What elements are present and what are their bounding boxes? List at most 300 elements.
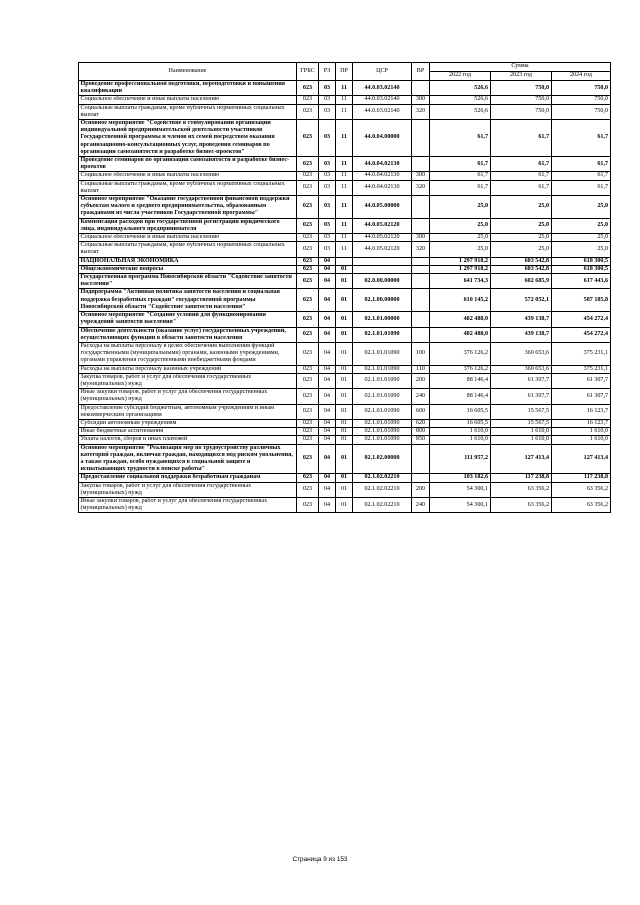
row-pr: 01	[336, 365, 353, 373]
row-vr: 320	[412, 104, 430, 119]
table-row	[79, 404, 611, 419]
row-sum-2023: 750,0	[491, 104, 552, 119]
row-rz: 04	[319, 274, 336, 289]
row-csr: 02.1.01.01090	[353, 404, 412, 419]
row-sum-2022: 61,7	[430, 120, 491, 157]
row-csr: 02.1.01.00000	[353, 312, 412, 327]
row-vr: 200	[412, 482, 430, 497]
row-sum-2023: 439 138,7	[491, 327, 552, 342]
row-grbs: 023	[297, 365, 319, 373]
row-csr: 44.0.05.02120	[353, 242, 412, 257]
row-vr	[412, 444, 430, 474]
row-grbs: 023	[297, 157, 319, 172]
row-sum-2023: 63 356,2	[491, 497, 552, 512]
row-sum-2023: 1 610,0	[491, 428, 552, 436]
row-sum-2023: 572 052,1	[491, 289, 552, 312]
row-sum-2022: 1 297 918,2	[430, 257, 491, 265]
table-row	[79, 96, 611, 104]
row-csr: 02.1.02.02210	[353, 482, 412, 497]
table-row	[79, 172, 611, 180]
table-row	[79, 373, 611, 388]
row-rz: 04	[319, 342, 336, 365]
row-rz: 03	[319, 96, 336, 104]
row-csr: 02.1.01.01090	[353, 436, 412, 444]
row-pr: 01	[336, 482, 353, 497]
row-pr: 01	[336, 274, 353, 289]
table-row	[79, 218, 611, 233]
row-sum-2022: 61,7	[430, 180, 491, 195]
row-sum-2024: 61 307,7	[552, 373, 611, 388]
row-rz: 04	[319, 428, 336, 436]
row-csr: 02.1.01.01090	[353, 419, 412, 427]
table-row	[79, 312, 611, 327]
row-sum-2024: 61,7	[552, 180, 611, 195]
row-sum-2022: 61,7	[430, 172, 491, 180]
row-sum-2024: 750,0	[552, 96, 611, 104]
row-csr: 02.1.01.01090	[353, 428, 412, 436]
row-pr: 01	[336, 474, 353, 482]
row-grbs: 023	[297, 257, 319, 265]
row-csr: 02.0.00.00000	[353, 274, 412, 289]
row-rz: 04	[319, 327, 336, 342]
row-name: Иные закупки товаров, работ и услуг для обеспечения государственных (муниципальных) нужд	[79, 389, 297, 404]
row-grbs: 023	[297, 104, 319, 119]
row-sum-2024: 617 443,6	[552, 274, 611, 289]
row-name: Иные бюджетные ассигнования	[79, 428, 297, 436]
row-grbs: 023	[297, 274, 319, 289]
row-sum-2022: 88 146,4	[430, 373, 491, 388]
row-grbs: 023	[297, 242, 319, 257]
table-row	[79, 234, 611, 242]
row-name: Проведение семинаров по организации самозанятости и разработке бизнес-проектов	[79, 157, 297, 172]
row-name: Подпрограмма "Активная политика занятости населения и социальная поддержка безработных граждан" государственной программы Новосибирской области "Содействие занятости населения"	[79, 289, 297, 312]
row-sum-2022: 641 734,3	[430, 274, 491, 289]
budget-table-page	[78, 62, 610, 513]
row-name: Уплата налогов, сборов и иных платежей	[79, 436, 297, 444]
row-csr	[353, 257, 412, 265]
table-row	[79, 474, 611, 482]
row-sum-2024: 587 185,8	[552, 289, 611, 312]
row-name: Закупка товаров, работ и услуг для обеспечения государственных (муниципальных) нужд	[79, 373, 297, 388]
row-rz: 04	[319, 436, 336, 444]
row-sum-2022: 1 610,0	[430, 428, 491, 436]
row-vr	[412, 474, 430, 482]
row-sum-2023: 750,0	[491, 81, 552, 96]
row-sum-2023: 750,0	[491, 96, 552, 104]
row-rz: 03	[319, 196, 336, 219]
row-sum-2024: 16 123,7	[552, 419, 611, 427]
row-grbs: 023	[297, 436, 319, 444]
table-row	[79, 180, 611, 195]
row-sum-2022: 16 605,5	[430, 404, 491, 419]
row-sum-2024: 117 238,8	[552, 474, 611, 482]
row-name: Социальное обеспечение и иные выплаты населению	[79, 96, 297, 104]
row-pr: 01	[336, 428, 353, 436]
row-vr: 320	[412, 180, 430, 195]
row-pr: 01	[336, 312, 353, 327]
row-sum-2022: 1 610,0	[430, 436, 491, 444]
row-sum-2023: 25,0	[491, 242, 552, 257]
row-grbs: 023	[297, 234, 319, 242]
row-rz: 03	[319, 104, 336, 119]
row-sum-2022: 25,0	[430, 242, 491, 257]
row-rz: 03	[319, 81, 336, 96]
row-name: НАЦИОНАЛЬНАЯ ЭКОНОМИКА	[79, 257, 297, 265]
table-row	[79, 327, 611, 342]
row-vr: 300	[412, 234, 430, 242]
row-sum-2024: 1 610,0	[552, 428, 611, 436]
row-sum-2022: 482 488,0	[430, 327, 491, 342]
row-pr: 11	[336, 180, 353, 195]
row-grbs: 023	[297, 419, 319, 427]
row-sum-2024: 750,0	[552, 81, 611, 96]
row-vr: 300	[412, 172, 430, 180]
row-rz: 03	[319, 120, 336, 157]
row-rz: 04	[319, 404, 336, 419]
row-grbs: 023	[297, 81, 319, 96]
row-name: Закупка товаров, работ и услуг для обеспечения государственных (муниципальных) нужд	[79, 482, 297, 497]
row-rz: 03	[319, 172, 336, 180]
row-rz: 04	[319, 373, 336, 388]
table-row	[79, 342, 611, 365]
table-row	[79, 274, 611, 289]
row-csr: 02.1.02.02210	[353, 497, 412, 512]
row-vr: 110	[412, 365, 430, 373]
row-grbs: 023	[297, 96, 319, 104]
row-sum-2024: 127 413,4	[552, 444, 611, 474]
row-vr: 620	[412, 419, 430, 427]
row-name: Субсидии автономным учреждениям	[79, 419, 297, 427]
row-sum-2023: 117 238,8	[491, 474, 552, 482]
table-row	[79, 81, 611, 96]
row-grbs: 023	[297, 218, 319, 233]
row-grbs: 023	[297, 428, 319, 436]
row-csr	[353, 265, 412, 273]
row-sum-2022: 526,6	[430, 81, 491, 96]
row-sum-2023: 25,0	[491, 218, 552, 233]
row-pr: 11	[336, 234, 353, 242]
row-csr: 44.0.05.00000	[353, 196, 412, 219]
row-grbs: 023	[297, 474, 319, 482]
row-sum-2023: 1 610,0	[491, 436, 552, 444]
row-sum-2022: 25,0	[430, 234, 491, 242]
row-sum-2023: 61,7	[491, 120, 552, 157]
row-pr: 01	[336, 389, 353, 404]
row-pr: 01	[336, 265, 353, 273]
header-year-2023: 2023 год	[491, 72, 552, 81]
row-vr	[412, 157, 430, 172]
row-pr: 01	[336, 373, 353, 388]
row-vr: 850	[412, 436, 430, 444]
row-name: Компенсация расходов при государственной регистрации юридического лица, индивидуального предпринимателя	[79, 218, 297, 233]
row-pr: 01	[336, 444, 353, 474]
row-pr: 01	[336, 404, 353, 419]
row-sum-2024: 618 300,5	[552, 265, 611, 273]
row-name: Общеэкономические вопросы	[79, 265, 297, 273]
header-grbs: ГРБС	[297, 63, 319, 81]
row-name: Предоставление субсидий бюджетным, автономным учреждениям и иным некоммерческим организациям	[79, 404, 297, 419]
row-csr: 02.1.01.01090	[353, 373, 412, 388]
row-grbs: 023	[297, 180, 319, 195]
row-csr: 02.1.01.01090	[353, 365, 412, 373]
row-sum-2022: 103 182,6	[430, 474, 491, 482]
row-grbs: 023	[297, 389, 319, 404]
row-sum-2022: 54 300,1	[430, 482, 491, 497]
row-name: Социальные выплаты гражданам, кроме публичных нормативных социальных выплат	[79, 242, 297, 257]
row-csr: 44.0.05.02120	[353, 234, 412, 242]
row-vr	[412, 196, 430, 219]
table-row	[79, 419, 611, 427]
row-pr: 11	[336, 218, 353, 233]
row-rz: 04	[319, 289, 336, 312]
row-name: Предоставление социальной поддержки безработным гражданам	[79, 474, 297, 482]
row-pr: 01	[336, 327, 353, 342]
row-grbs: 023	[297, 289, 319, 312]
table-row	[79, 482, 611, 497]
row-rz: 03	[319, 242, 336, 257]
row-sum-2024: 25,0	[552, 196, 611, 219]
row-sum-2022: 61,7	[430, 157, 491, 172]
row-rz: 04	[319, 482, 336, 497]
table-row	[79, 265, 611, 273]
row-sum-2022: 526,6	[430, 104, 491, 119]
header-name: Наименование	[79, 63, 297, 81]
row-sum-2024: 25,0	[552, 242, 611, 257]
row-vr	[412, 120, 430, 157]
header-csr: ЦСР	[353, 63, 412, 81]
row-sum-2022: 16 605,5	[430, 419, 491, 427]
row-name: Государственная программа Новосибирской области "Содействие занятости населения"	[79, 274, 297, 289]
header-year-2022: 2022 год	[430, 72, 491, 81]
row-rz: 04	[319, 419, 336, 427]
row-pr: 11	[336, 104, 353, 119]
row-sum-2022: 54 300,1	[430, 497, 491, 512]
row-grbs: 023	[297, 120, 319, 157]
row-pr: 11	[336, 157, 353, 172]
row-vr	[412, 289, 430, 312]
row-sum-2023: 360 653,6	[491, 365, 552, 373]
row-name: Социальные выплаты гражданам, кроме публичных нормативных социальных выплат	[79, 180, 297, 195]
row-pr: 11	[336, 81, 353, 96]
row-sum-2024: 25,0	[552, 218, 611, 233]
row-sum-2022: 111 957,2	[430, 444, 491, 474]
row-name: Обеспечение деятельности (оказание услуг) государственных учреждений, осуществляющих функции в области занятости населения	[79, 327, 297, 342]
header-vr: ВР	[412, 63, 430, 81]
row-grbs: 023	[297, 444, 319, 474]
row-sum-2024: 375 231,1	[552, 342, 611, 365]
row-sum-2024: 25,0	[552, 234, 611, 242]
row-csr: 02.1.01.01090	[353, 327, 412, 342]
row-vr: 800	[412, 428, 430, 436]
row-name: Основное мероприятие "Содействие в стимулировании организации индивидуальной предпринимательской деятельности участников Государственной программы и членов их семей посредством оказания организационно-консультационных услуг, проведения семинаров по организации самозанятости и разработке бизнес-проектов"	[79, 120, 297, 157]
row-grbs: 023	[297, 172, 319, 180]
row-rz: 03	[319, 157, 336, 172]
row-name: Основное мероприятие "Создание условий для функционирования учреждений занятости населения"	[79, 312, 297, 327]
row-csr: 02.1.02.00000	[353, 444, 412, 474]
table-row	[79, 389, 611, 404]
row-grbs: 023	[297, 497, 319, 512]
row-sum-2024: 63 356,2	[552, 482, 611, 497]
budget-table	[78, 62, 611, 513]
row-sum-2023: 439 138,7	[491, 312, 552, 327]
row-vr	[412, 327, 430, 342]
row-sum-2024: 454 272,4	[552, 327, 611, 342]
row-vr	[412, 312, 430, 327]
row-sum-2022: 376 126,2	[430, 365, 491, 373]
row-vr	[412, 218, 430, 233]
row-rz: 04	[319, 257, 336, 265]
row-sum-2023: 360 653,6	[491, 342, 552, 365]
row-sum-2022: 25,0	[430, 218, 491, 233]
table-row	[79, 289, 611, 312]
row-sum-2023: 25,0	[491, 196, 552, 219]
row-grbs: 023	[297, 196, 319, 219]
table-row	[79, 104, 611, 119]
row-pr: 01	[336, 497, 353, 512]
row-sum-2022: 376 126,2	[430, 342, 491, 365]
row-csr: 44.0.04.00000	[353, 120, 412, 157]
row-sum-2023: 61 307,7	[491, 373, 552, 388]
row-sum-2022: 610 145,2	[430, 289, 491, 312]
row-csr: 02.1.01.01090	[353, 342, 412, 365]
row-sum-2024: 61,7	[552, 157, 611, 172]
row-pr	[336, 257, 353, 265]
row-csr: 02.1.00.00000	[353, 289, 412, 312]
row-grbs: 023	[297, 327, 319, 342]
row-sum-2023: 602 685,9	[491, 274, 552, 289]
row-vr: 240	[412, 497, 430, 512]
row-pr: 01	[336, 419, 353, 427]
row-pr: 11	[336, 242, 353, 257]
row-csr: 44.0.04.02130	[353, 172, 412, 180]
row-vr	[412, 257, 430, 265]
row-grbs: 023	[297, 404, 319, 419]
row-name: Расходы на выплаты персоналу казенных учреждений	[79, 365, 297, 373]
row-sum-2023: 61 307,7	[491, 389, 552, 404]
row-sum-2024: 63 356,2	[552, 497, 611, 512]
table-row	[79, 444, 611, 474]
header-pr: ПР	[336, 63, 353, 81]
table-row	[79, 157, 611, 172]
row-sum-2024: 61,7	[552, 172, 611, 180]
row-vr: 240	[412, 389, 430, 404]
row-sum-2023: 63 356,2	[491, 482, 552, 497]
row-name: Иные закупки товаров, работ и услуг для обеспечения государственных (муниципальных) нужд	[79, 497, 297, 512]
header-year-2024: 2024 год	[552, 72, 611, 81]
row-vr: 320	[412, 242, 430, 257]
row-grbs: 023	[297, 373, 319, 388]
row-sum-2024: 375 231,1	[552, 365, 611, 373]
row-sum-2024: 618 300,5	[552, 257, 611, 265]
table-row	[79, 257, 611, 265]
table-row	[79, 196, 611, 219]
row-csr: 02.1.01.01090	[353, 389, 412, 404]
row-vr: 300	[412, 96, 430, 104]
page-number: Страница 9 из 153	[292, 856, 348, 863]
row-pr: 01	[336, 289, 353, 312]
row-pr: 01	[336, 436, 353, 444]
row-name: Социальные выплаты гражданам, кроме публичных нормативных социальных выплат	[79, 104, 297, 119]
row-vr	[412, 265, 430, 273]
row-sum-2024: 61 307,7	[552, 389, 611, 404]
table-row	[79, 242, 611, 257]
header-rz: РЗ	[319, 63, 336, 81]
row-sum-2022: 482 488,0	[430, 312, 491, 327]
row-name: Проведение профессиональной подготовки, переподготовки и повышения квалификации	[79, 81, 297, 96]
row-vr	[412, 274, 430, 289]
row-rz: 04	[319, 312, 336, 327]
row-pr: 11	[336, 172, 353, 180]
row-csr: 44.0.03.02140	[353, 96, 412, 104]
row-name: Основное мероприятие "Реализация мер по трудоустройству различных категорий граждан, включая граждан, находящихся под риском увольнения, а также граждан, особо нуждающихся в социальной защите и испытывающих трудности в поиске работы"	[79, 444, 297, 474]
row-sum-2023: 15 567,5	[491, 419, 552, 427]
row-vr: 600	[412, 404, 430, 419]
table-row	[79, 365, 611, 373]
row-sum-2024: 750,0	[552, 104, 611, 119]
row-sum-2023: 603 542,8	[491, 257, 552, 265]
row-rz: 04	[319, 444, 336, 474]
row-pr: 11	[336, 196, 353, 219]
row-pr: 11	[336, 96, 353, 104]
row-sum-2024: 61,7	[552, 120, 611, 157]
row-csr: 44.0.03.02140	[353, 81, 412, 96]
row-pr: 01	[336, 342, 353, 365]
row-grbs: 023	[297, 312, 319, 327]
row-sum-2023: 61,7	[491, 180, 552, 195]
row-rz: 04	[319, 474, 336, 482]
row-name: Основное мероприятие "Оказание государственной финансовой поддержки субъектам малого и среднего предпринимательства, образованным гражданами из числа участников Государственной программы"	[79, 196, 297, 219]
row-sum-2023: 127 413,4	[491, 444, 552, 474]
row-rz: 04	[319, 389, 336, 404]
row-sum-2023: 603 542,8	[491, 265, 552, 273]
row-rz: 03	[319, 218, 336, 233]
table-row	[79, 497, 611, 512]
row-sum-2022: 25,0	[430, 196, 491, 219]
row-sum-2023: 25,0	[491, 234, 552, 242]
row-vr	[412, 81, 430, 96]
row-sum-2024: 454 272,4	[552, 312, 611, 327]
row-sum-2023: 61,7	[491, 157, 552, 172]
row-csr: 44.0.04.02130	[353, 180, 412, 195]
row-rz: 04	[319, 265, 336, 273]
row-sum-2022: 88 146,4	[430, 389, 491, 404]
table-row	[79, 436, 611, 444]
row-grbs: 023	[297, 482, 319, 497]
row-name: Социальное обеспечение и иные выплаты населению	[79, 172, 297, 180]
row-csr: 02.1.02.02210	[353, 474, 412, 482]
header-sum: Сумма	[430, 63, 611, 72]
row-vr: 100	[412, 342, 430, 365]
table-row	[79, 120, 611, 157]
row-pr: 11	[336, 120, 353, 157]
row-vr: 200	[412, 373, 430, 388]
row-grbs: 023	[297, 265, 319, 273]
row-sum-2022: 1 297 918,2	[430, 265, 491, 273]
row-name: Социальное обеспечение и иные выплаты населению	[79, 234, 297, 242]
row-rz: 03	[319, 234, 336, 242]
row-name: Расходы на выплаты персоналу в целях обеспечения выполнения функций государственными (муниципальными) органами, казенными учреждениями, органами управления государственными внебюджетными фондами	[79, 342, 297, 365]
row-rz: 04	[319, 497, 336, 512]
row-csr: 44.0.04.02130	[353, 157, 412, 172]
row-rz: 03	[319, 180, 336, 195]
row-csr: 44.0.05.02120	[353, 218, 412, 233]
row-sum-2023: 61,7	[491, 172, 552, 180]
row-sum-2024: 1 610,0	[552, 436, 611, 444]
row-sum-2022: 526,6	[430, 96, 491, 104]
row-sum-2023: 15 567,5	[491, 404, 552, 419]
header-row	[79, 63, 611, 72]
row-grbs: 023	[297, 342, 319, 365]
